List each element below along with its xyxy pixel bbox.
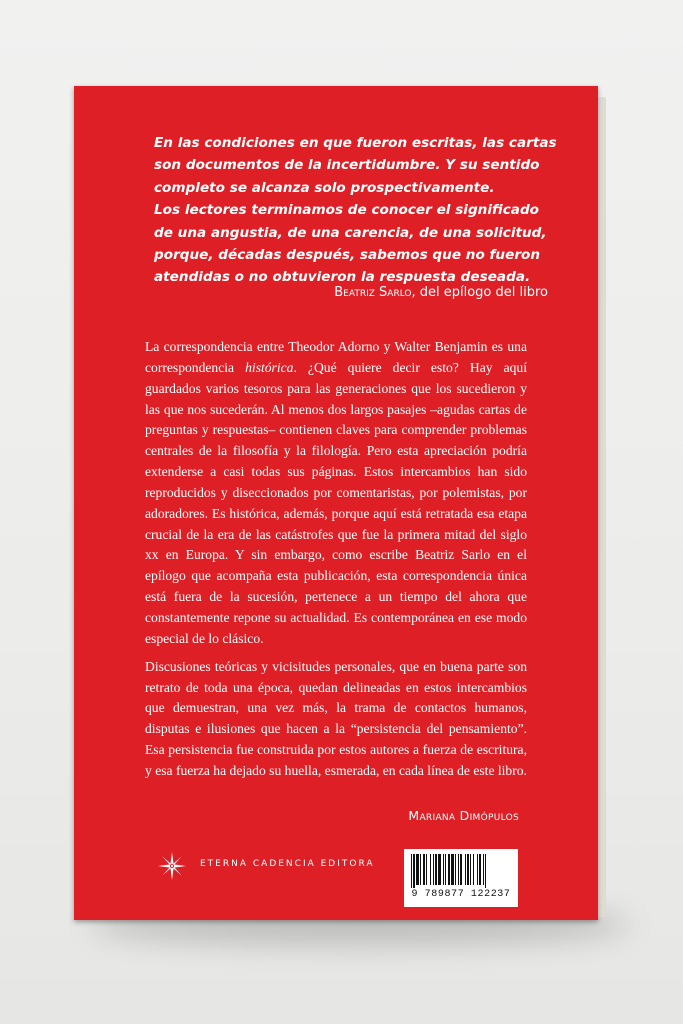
- barcode-bar: [451, 854, 454, 885]
- barcode-bar: [411, 854, 412, 888]
- barcode-bar: [473, 854, 474, 885]
- quote-line: Los lectores terminamos de conocer el significado: [154, 202, 540, 219]
- quote-line: son documentos de la incertidumbre. Y su sentido: [154, 157, 540, 174]
- publisher-name: ETERNA CADENCIA EDITORA: [200, 859, 375, 869]
- barcode-bar: [435, 854, 437, 885]
- barcode-bar: [426, 854, 427, 885]
- barcode-bar: [430, 854, 431, 885]
- barcode-bar: [483, 854, 484, 885]
- barcode-bar: [438, 854, 441, 885]
- barcode-bar: [479, 854, 481, 885]
- quote-source: , del epílogo del libro: [411, 285, 548, 300]
- barcode-bar: [460, 854, 462, 885]
- quote-line: atendidas o no obtuvieron la respuesta deseada.: [154, 269, 531, 286]
- compass-star-icon: [158, 852, 186, 880]
- barcode-bar: [470, 854, 471, 885]
- barcode-bar: [465, 854, 466, 885]
- quote-attribution: [334, 285, 548, 300]
- blurb-emphasis: histórica: [245, 359, 294, 375]
- pull-quote: [154, 132, 574, 289]
- barcode-bar: [448, 854, 450, 885]
- quote-line: completo se alcanza solo prospectivamente.: [154, 179, 495, 196]
- barcode-bar: [413, 854, 415, 888]
- barcode-bar: [485, 854, 486, 888]
- barcode-bar: [433, 854, 434, 885]
- book-back-cover: [74, 86, 598, 920]
- blurb-paragraph: Discusiones teóricas y vicisitudes personales, que en buena parte son retrato de toda una época, quedan delineadas en estos intercambios que demuestran, una vez más, la trama de contactos humanos, disputas e ilusiones que hacen a la “persistencia del pensamiento”. Esa persistencia fue construida por estos autores a fuerza de escritura, y esa fuerza ha dejado su huella, esmerada, en cada línea de este libro.: [145, 658, 527, 778]
- barcode-bar: [477, 854, 478, 885]
- barcode-bar: [455, 854, 456, 885]
- barcode-bar: [423, 854, 425, 885]
- blurb-paragraph: [145, 337, 527, 650]
- quote-line: porque, décadas después, sabemos que no fueron: [154, 247, 541, 264]
- quote-line: de una angustia, de una carencia, de una solicitud,: [154, 224, 547, 241]
- blurb-text-run: La correspondencia entre Theodor Adorno y Walter Benjamin es una correspondencia: [145, 339, 527, 375]
- isbn-barcode: [404, 849, 518, 907]
- quote-author: Beatriz Sarlo: [334, 285, 412, 300]
- barcode-bars: [410, 854, 512, 888]
- barcode-bar: [420, 854, 421, 885]
- barcode-bar: [443, 854, 444, 885]
- isbn-number: 9 789877 122237: [411, 889, 511, 900]
- blurb-text: [145, 337, 527, 782]
- barcode-bar: [445, 854, 446, 885]
- barcode-bar: [416, 854, 419, 885]
- barcode-bar: [458, 854, 459, 885]
- blurb-text-run: . ¿Qué quiere decir esto? Hay aquí guardados varios tesoros para las generaciones que los sucedieron y las que nos sucederán. Al menos dos largos pasajes –agudas cartas de preguntas y respuestas– contienen claves para comprender problemas centrales de la filosofía y la filología. Pero esta apreciación podría extenderse a casi todas sus páginas. Estos intercambios han sido reproducidos y diseccionados por comentaristas, por polemistas, por adoradores. Es histórica, además, porque aquí está retratada esa etapa crucial de la era de las catástrofes que fue la primera mitad del siglo xx en Europa. Y sin embargo, como escribe Beatriz Sarlo en el epílogo que acompaña esta publicación, esta correspondencia única está fuera de la sucesión, pertenece a un tiempo del ahora que constantemente repone su actualidad. Es contemporánea en ese modo especial de lo clásico.: [145, 359, 527, 646]
- barcode-bar: [467, 854, 469, 885]
- blurb-author: Mariana Dimópulos: [408, 808, 519, 823]
- quote-line: En las condiciones en que fueron escritas, las cartas: [154, 135, 557, 151]
